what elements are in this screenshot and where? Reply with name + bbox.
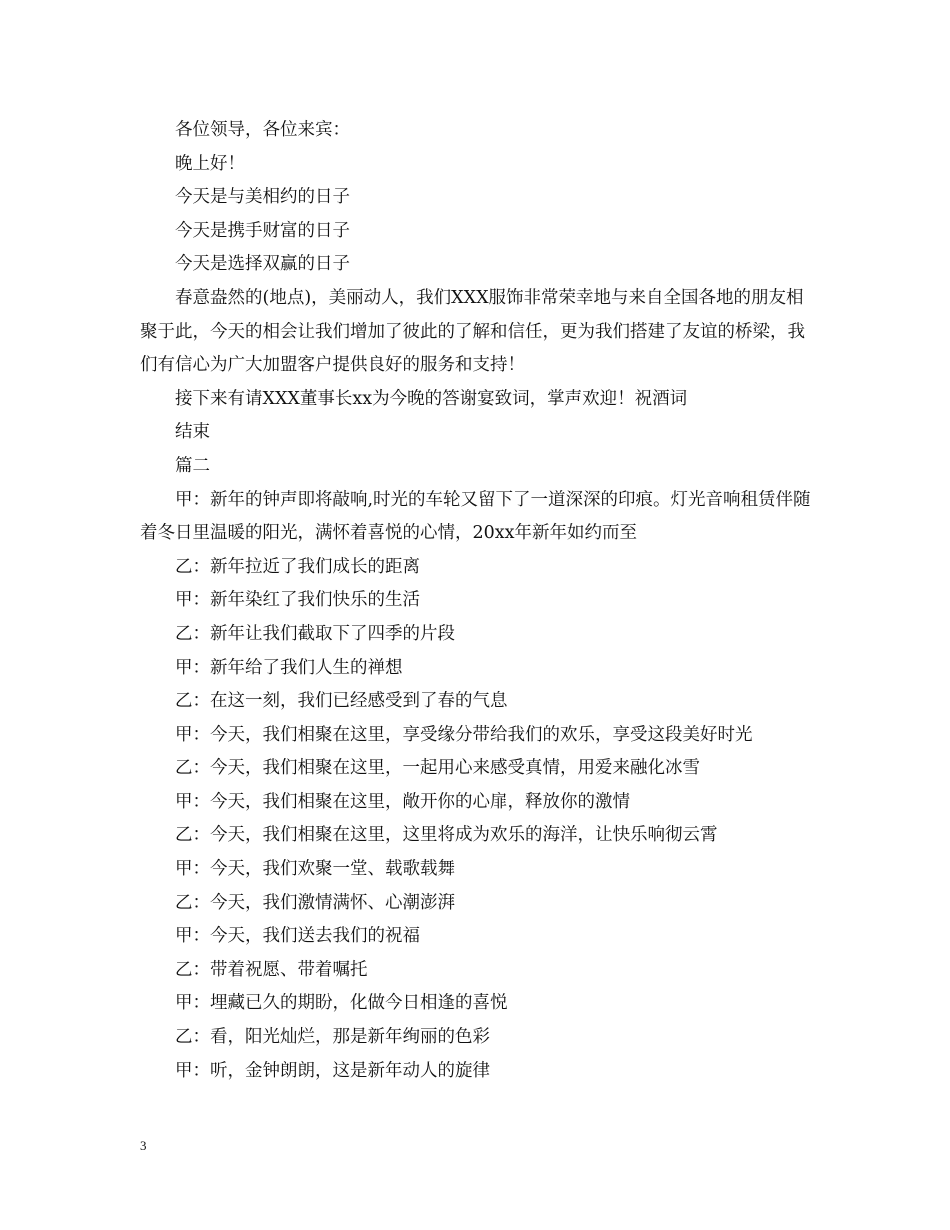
paragraph: 晚上好！ xyxy=(175,153,245,174)
paragraph: 乙：新年让我们截取下了四季的片段 xyxy=(175,623,455,644)
paragraph: 甲：今天，我们送去我们的祝福 xyxy=(175,926,420,947)
paragraph: 接下来有请XXX董事长xx为今晚的答谢宴致词，掌声欢迎！祝酒词 xyxy=(175,388,688,409)
paragraph: 甲：埋藏已久的期盼，化做今日相逢的喜悦 xyxy=(175,993,508,1014)
paragraph: 乙：看，阳光灿烂，那是新年绚丽的色彩 xyxy=(175,1027,490,1048)
section-heading: 篇二 xyxy=(175,455,210,476)
page-number: 3 xyxy=(140,1138,147,1153)
paragraph: 乙：今天，我们相聚在这里，一起用心来感受真情，用爱来融化冰雪 xyxy=(175,758,700,779)
paragraph: 乙：带着祝愿、带着嘱托 xyxy=(175,959,368,980)
paragraph: 甲：新年的钟声即将敲响,时光的车轮又留下了一道深深的印痕。灯光音响租赁伴随着冬日里温暖的阳光，满怀着喜悦的心情，20xx年新年如约而至 xyxy=(140,489,811,544)
paragraph: 甲：听，金钟朗朗，这是新年动人的旋律 xyxy=(175,1060,490,1081)
paragraph: 春意盎然的(地点)，美丽动人，我们XXX服饰非常荣幸地与来自全国各地的朋友相聚于此，今天的相会让我们增加了彼此的了解和信任，更为我们搭建了友谊的桥梁，我们有信心为广大加盟客户提供良好的服务和支持！ xyxy=(140,287,805,376)
document-body xyxy=(140,114,812,1088)
paragraph: 结束 xyxy=(175,422,210,443)
paragraph: 今天是选择双赢的日子 xyxy=(175,254,350,275)
paragraph: 乙：在这一刻，我们已经感受到了春的气息 xyxy=(175,691,508,712)
paragraph: 甲：今天，我们欢聚一堂、载歌载舞 xyxy=(175,859,455,880)
paragraph: 乙：新年拉近了我们成长的距离 xyxy=(175,556,420,577)
paragraph: 今天是与美相约的日子 xyxy=(175,187,350,208)
paragraph: 乙：今天，我们激情满怀、心潮澎湃 xyxy=(175,892,455,913)
paragraph: 今天是携手财富的日子 xyxy=(175,220,350,241)
paragraph: 乙：今天，我们相聚在这里，这里将成为欢乐的海洋，让快乐响彻云霄 xyxy=(175,825,718,846)
paragraph: 甲：新年给了我们人生的禅想 xyxy=(175,657,403,678)
paragraph: 甲：今天，我们相聚在这里，享受缘分带给我们的欢乐，享受这段美好时光 xyxy=(175,724,753,745)
paragraph: 甲：今天，我们相聚在这里，敞开你的心扉，释放你的激情 xyxy=(175,791,630,812)
paragraph: 甲：新年染红了我们快乐的生活 xyxy=(175,590,420,611)
paragraph: 各位领导，各位来宾： xyxy=(175,120,350,140)
